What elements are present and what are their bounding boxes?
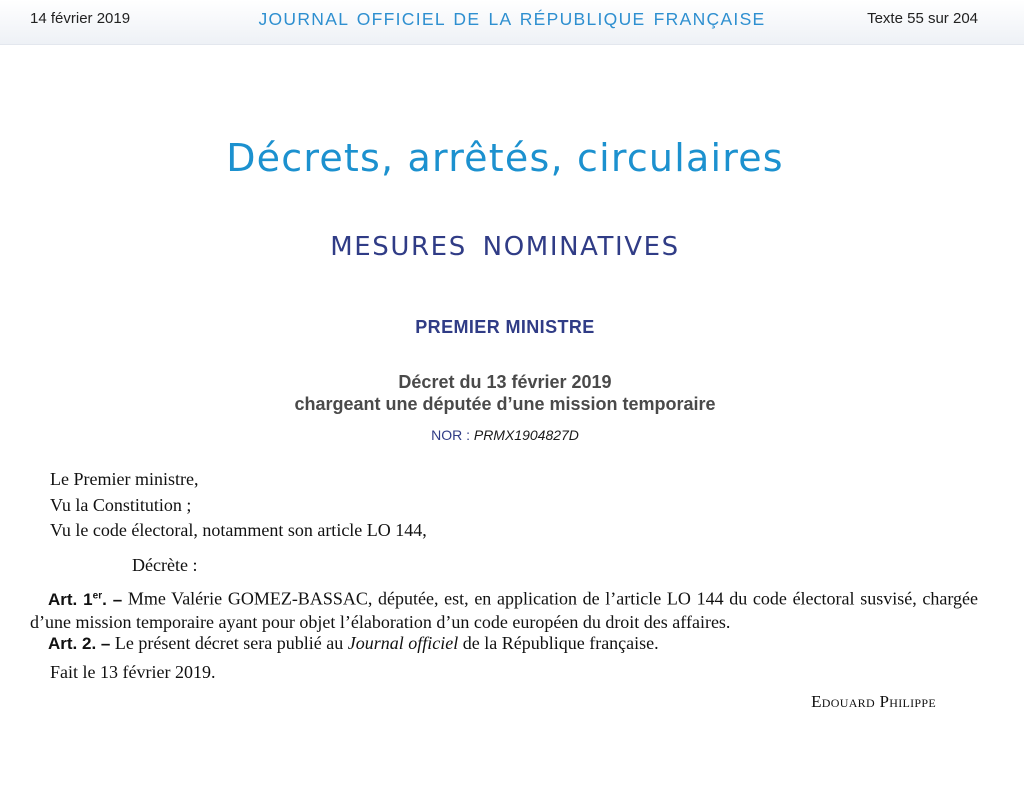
signature: Edouard Philippe — [811, 692, 936, 711]
decrete-label: Décrète : — [132, 555, 198, 575]
decree-title-line2: chargeant une députée d’une mission temporaire — [294, 394, 716, 414]
article-1 — [30, 585, 978, 633]
decree-title-line1: Décret du 13 février 2019 — [398, 372, 612, 392]
article-2-label: Art. 2. – — [48, 634, 111, 653]
header-journal-title: JOURNAL OFFICIEL DE LA RÉPUBLIQUE FRANÇAISE — [258, 9, 766, 29]
article-1-label-sup: er — [92, 590, 103, 601]
header-date: 14 février 2019 — [30, 10, 131, 27]
header-text-number: Texte 55 sur 204 — [867, 10, 978, 27]
nor-label: NOR : — [431, 427, 470, 443]
nor-code: PRMX1904827D — [473, 427, 579, 443]
section-title: Décrets, arrêtés, circulaires — [226, 136, 784, 180]
article-1-label-main: Art. 1 — [48, 589, 93, 609]
article-1-label-suffix: . – — [102, 589, 123, 609]
preamble-line-2: Vu la Constitution ; — [50, 495, 192, 515]
article-2-text-before: Le présent décret sera publié au — [114, 633, 344, 653]
fait-line: Fait le 13 février 2019. — [50, 662, 216, 682]
article-1-label — [48, 590, 122, 609]
page-header — [0, 0, 1024, 45]
nor-reference — [0, 427, 1010, 443]
article-2-text-after: de la République française. — [462, 633, 659, 653]
article-2-text-italic: Journal officiel — [347, 633, 459, 653]
decree-title — [0, 371, 1010, 415]
ministry-heading: PREMIER MINISTRE — [415, 317, 595, 337]
preamble-line-1: Le Premier ministre, — [50, 469, 199, 489]
subsection-title: MESURES NOMINATIVES — [330, 232, 680, 262]
preamble-line-3: Vu le code électoral, notamment son article LO 144, — [50, 520, 427, 540]
article-1-text: Mme Valérie GOMEZ-BASSAC, députée, est, en application de l’article LO 144 du code électoral susvisé, chargée d’une mission temporaire ayant pour objet l’élaboration d’un code européen du droit des affaires. — [30, 588, 978, 632]
article-2 — [48, 633, 659, 654]
